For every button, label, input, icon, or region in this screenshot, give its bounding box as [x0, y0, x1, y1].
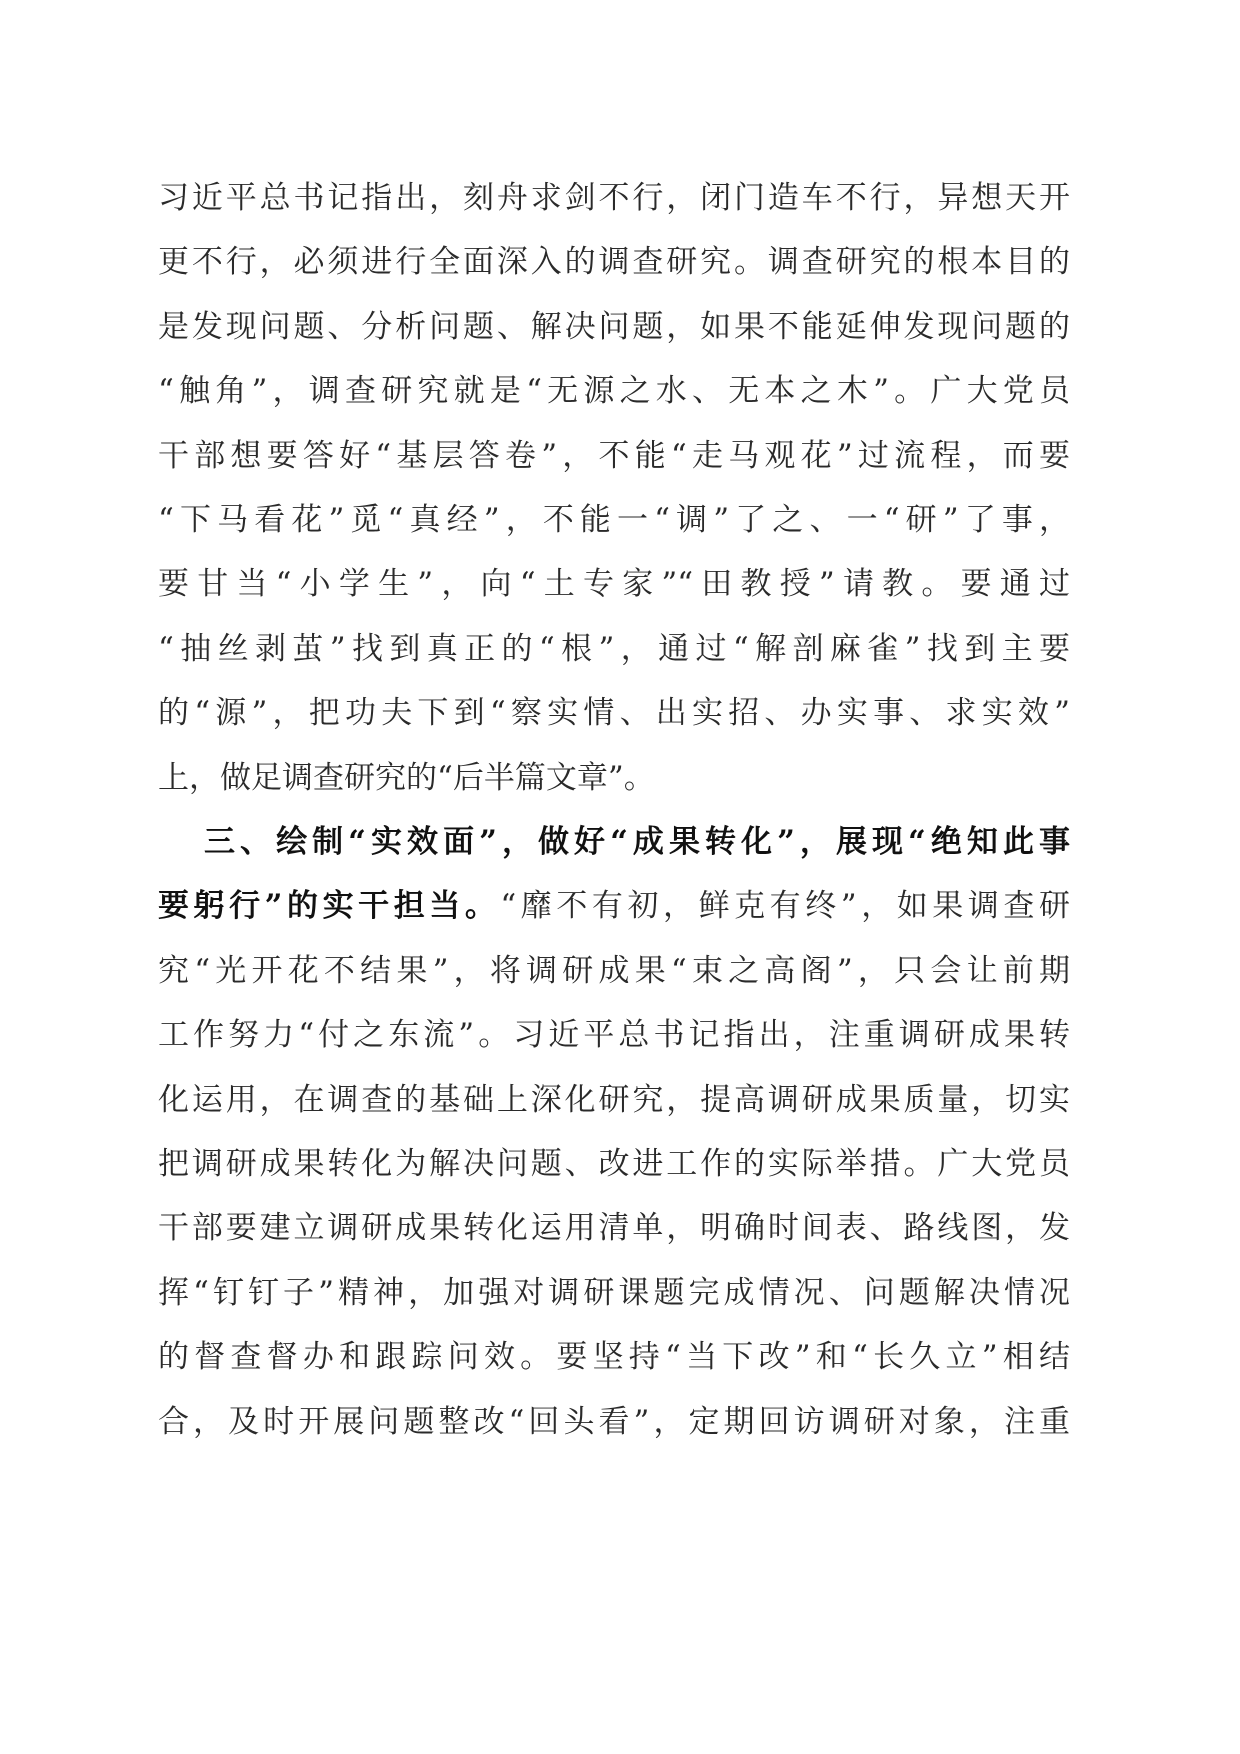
section-heading: 三、绘制“实效面”，做好“成果转化”，展现“绝知此事: [204, 824, 1070, 860]
paragraph-1-line: 更不行，必须进行全面深入的调查研究。调查研究的根本目的: [158, 244, 1070, 281]
paragraph-1-line: 是发现问题、分析问题、解决问题，如果不能延伸发现问题的: [158, 308, 1070, 345]
section-heading-continuation: 要躬行”的实干担当。: [158, 888, 501, 925]
paragraph-2-line: 挥“钉钉子”精神，加强对调研课题完成情况、问题解决情况: [158, 1274, 1070, 1311]
paragraph-1-line: “触角”，调查研究就是“无源之水、无本之木”。广大党员: [158, 373, 1070, 410]
paragraph-2: [158, 810, 1070, 1454]
paragraph-2-line: 工作努力“付之东流”。习近平总书记指出，注重调研成果转: [158, 1017, 1070, 1054]
paragraph-1-line: 上，做足调查研究的“后半篇文章”。: [158, 759, 655, 796]
paragraph-2-line: 化运用，在调查的基础上深化研究，提高调研成果质量，切实: [158, 1081, 1070, 1118]
paragraph-1-line: 要甘当“小学生”，向“土专家”“田教授”请教。要通过: [158, 566, 1070, 603]
paragraph-1-line: 习近平总书记指出，刻舟求剑不行，闭门造车不行，异想天开: [158, 180, 1070, 216]
paragraph-2-line: 合，及时开展问题整改“回头看”，定期回访调研对象，注重: [158, 1403, 1070, 1440]
paragraph-1-line: 的“源”，把功夫下到“察实情、出实招、办实事、求实效”: [158, 695, 1070, 732]
paragraph-1-line: 干部想要答好“基层答卷”，不能“走马观花”过流程，而要: [158, 437, 1070, 474]
paragraph-2-line: [158, 874, 1070, 938]
paragraph-1: [158, 166, 1070, 810]
paragraph-1-line: “下马看花”觅“真经”，不能一“调”了之、一“研”了事，: [158, 501, 1070, 538]
paragraph-2-line: 的督查督办和跟踪问效。要坚持“当下改”和“长久立”相结: [158, 1339, 1070, 1376]
paragraph-2-line-text: “靡不有初，鲜克有终”，如果调查研: [500, 888, 1070, 925]
paragraph-2-line: 干部要建立调研成果转化运用清单，明确时间表、路线图，发: [158, 1210, 1070, 1247]
paragraph-2-line: 究“光开花不结果”，将调研成果“束之高阁”，只会让前期: [158, 952, 1070, 989]
paragraph-1-line: “抽丝剥茧”找到真正的“根”，通过“解剖麻雀”找到主要: [158, 630, 1070, 667]
paragraph-2-line: 把调研成果转化为解决问题、改进工作的实际举措。广大党员: [158, 1145, 1070, 1182]
